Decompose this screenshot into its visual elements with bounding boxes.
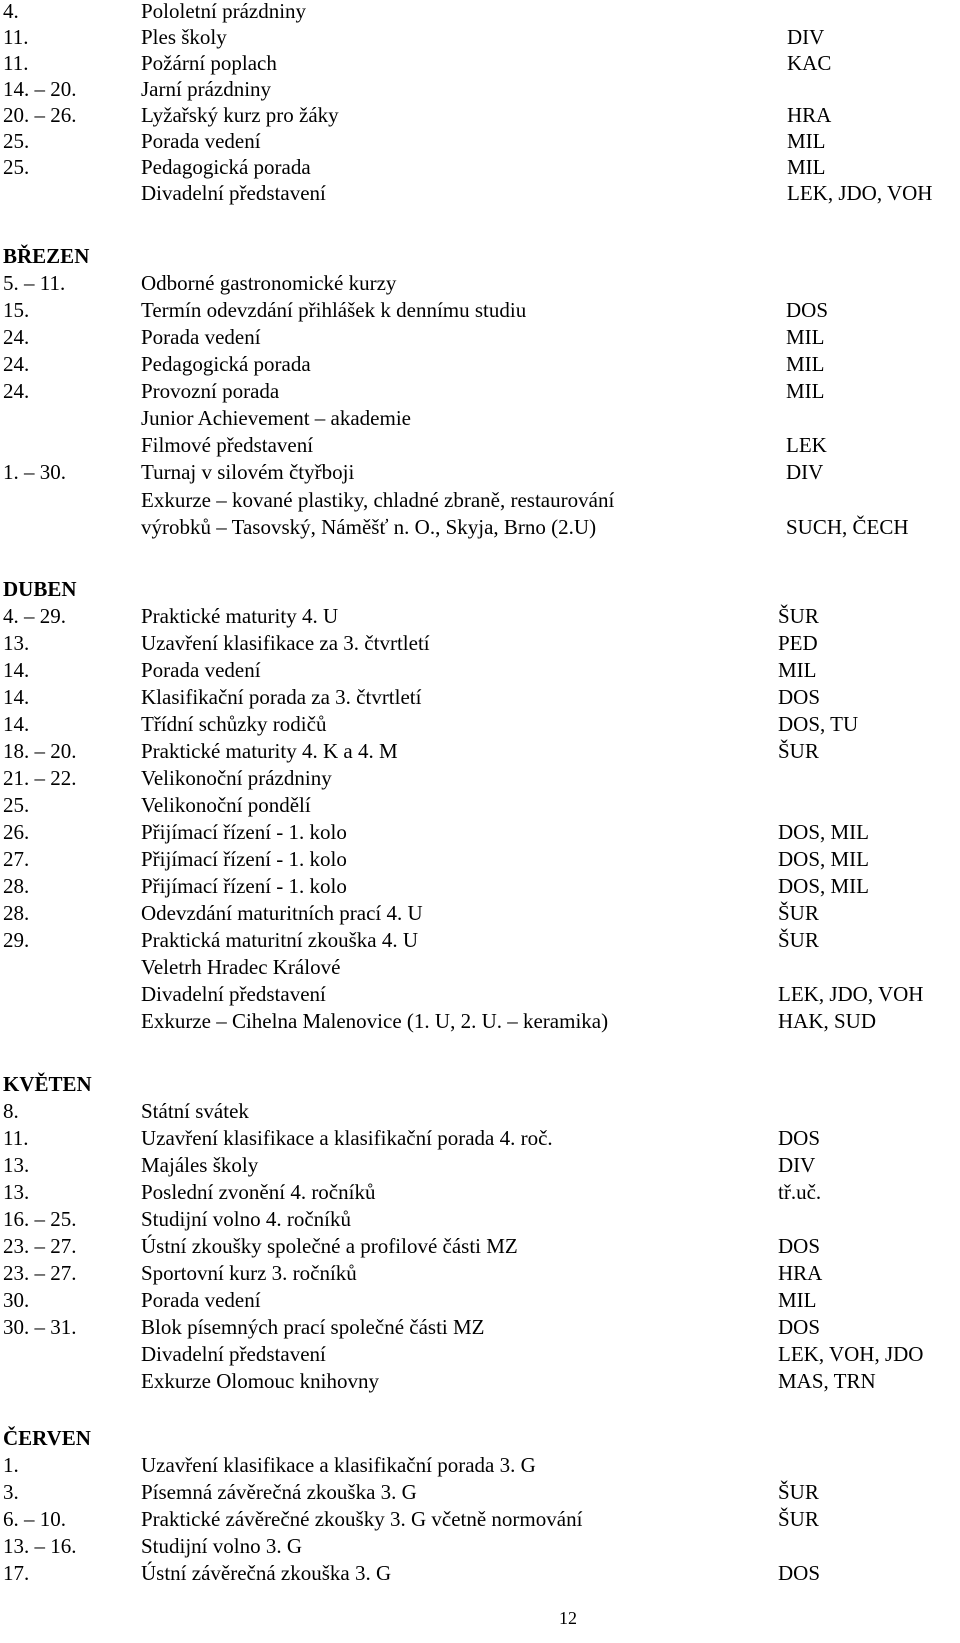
schedule-row xyxy=(0,1206,960,1233)
row-event: Filmové představení xyxy=(141,433,314,457)
row-date: 24. xyxy=(3,325,30,349)
row-responsible: tř.uč. xyxy=(778,1180,822,1204)
schedule-row xyxy=(0,459,960,486)
row-event: Praktické závěrečné zkoušky 3. G včetně normování xyxy=(141,1507,583,1531)
schedule-row xyxy=(0,1314,960,1341)
row-event: Velikonoční pondělí xyxy=(141,793,311,817)
row-date: 20. – 26. xyxy=(3,103,77,127)
schedule-row xyxy=(0,324,960,351)
row-event: Pololetní prázdniny xyxy=(141,0,307,23)
schedule-row xyxy=(0,180,960,207)
schedule-row xyxy=(0,1287,960,1314)
row-event: Klasifikační porada za 3. čtvrtletí xyxy=(141,685,422,709)
row-responsible: DOS, TU xyxy=(778,712,859,736)
row-event: Porada vedení xyxy=(141,325,261,349)
row-date: 29. xyxy=(3,928,30,952)
schedule-row xyxy=(0,1341,960,1368)
row-responsible: DIV xyxy=(786,460,824,484)
schedule-row xyxy=(0,76,960,103)
row-date: 25. xyxy=(3,793,30,817)
row-responsible: MIL xyxy=(786,379,825,403)
row-event: Porada vedení xyxy=(141,129,261,153)
row-responsible: DOS xyxy=(778,1234,821,1258)
schedule-row xyxy=(0,765,960,792)
row-event: Studijní volno 3. G xyxy=(141,1534,303,1558)
row-event: Třídní schůzky rodičů xyxy=(141,712,327,736)
row-responsible: LEK, VOH, JDO xyxy=(778,1342,924,1366)
row-date: 26. xyxy=(3,820,30,844)
row-event: Praktické maturity 4. K a 4. M xyxy=(141,739,398,763)
row-responsible: DOS xyxy=(778,1315,821,1339)
row-date: 13. – 16. xyxy=(3,1534,77,1558)
schedule-row xyxy=(0,819,960,846)
row-responsible: MIL xyxy=(787,155,826,179)
month-heading-march: BŘEZEN xyxy=(3,244,90,268)
row-date: 5. – 11. xyxy=(3,271,66,295)
row-responsible: SUCH, ČECH xyxy=(786,515,909,539)
row-date: 18. – 20. xyxy=(3,739,77,763)
row-responsible: HRA xyxy=(787,103,832,127)
schedule-row xyxy=(0,1260,960,1287)
schedule-row xyxy=(0,514,960,541)
row-event: Porada vedení xyxy=(141,658,261,682)
row-responsible: LEK, JDO, VOH xyxy=(778,982,924,1006)
row-event: Uzavření klasifikace za 3. čtvrtletí xyxy=(141,631,430,655)
row-date: 14. xyxy=(3,685,30,709)
row-event: Divadelní představení xyxy=(141,1342,326,1366)
schedule-row xyxy=(0,0,960,25)
row-responsible: DOS xyxy=(786,298,829,322)
row-event: Majáles školy xyxy=(141,1153,259,1177)
row-event: Státní svátek xyxy=(141,1099,249,1123)
row-date: 11. xyxy=(3,1126,29,1150)
schedule-row xyxy=(0,270,960,297)
schedule-row xyxy=(0,792,960,819)
row-date: 11. xyxy=(3,51,29,75)
row-event: Odborné gastronomické kurzy xyxy=(141,271,397,295)
schedule-row xyxy=(0,1506,960,1533)
row-date: 24. xyxy=(3,379,30,403)
schedule-row xyxy=(0,630,960,657)
row-date: 25. xyxy=(3,129,30,153)
row-event: Porada vedení xyxy=(141,1288,261,1312)
row-event: Jarní prázdniny xyxy=(141,77,272,101)
schedule-row xyxy=(0,657,960,684)
row-date: 21. – 22. xyxy=(3,766,77,790)
schedule-row xyxy=(0,1533,960,1560)
schedule-row xyxy=(0,1125,960,1152)
schedule-row xyxy=(0,405,960,432)
row-responsible: MAS, TRN xyxy=(778,1369,876,1393)
row-responsible: LEK, JDO, VOH xyxy=(787,181,933,205)
row-responsible: DOS, MIL xyxy=(778,874,870,898)
row-responsible: KAC xyxy=(787,51,832,75)
row-date: 4. xyxy=(3,0,19,23)
row-responsible: ŠUR xyxy=(778,1507,819,1531)
row-responsible: DOS xyxy=(778,1561,821,1585)
row-event: Poslední zvonění 4. ročníků xyxy=(141,1180,376,1204)
row-event: Studijní volno 4. ročníků xyxy=(141,1207,351,1231)
row-date: 17. xyxy=(3,1561,30,1585)
row-responsible: HRA xyxy=(778,1261,823,1285)
row-responsible: PED xyxy=(778,631,818,655)
schedule-row xyxy=(0,603,960,630)
row-event: Sportovní kurz 3. ročníků xyxy=(141,1261,357,1285)
row-date: 23. – 27. xyxy=(3,1261,77,1285)
schedule-row xyxy=(0,684,960,711)
row-responsible: ŠUR xyxy=(778,739,819,763)
row-event: Uzavření klasifikace a klasifikační porada 3. G xyxy=(141,1453,536,1477)
row-date: 14. – 20. xyxy=(3,77,77,101)
row-date: 28. xyxy=(3,874,30,898)
row-date: 15. xyxy=(3,298,30,322)
row-responsible: ŠUR xyxy=(778,928,819,952)
schedule-row xyxy=(0,1560,960,1587)
row-event: Uzavření klasifikace a klasifikační porada 4. roč. xyxy=(141,1126,553,1150)
row-event: Písemná závěrečná zkouška 3. G xyxy=(141,1480,417,1504)
row-responsible: LEK xyxy=(786,433,827,457)
row-responsible: HAK, SUD xyxy=(778,1009,877,1033)
row-responsible: ŠUR xyxy=(778,1480,819,1504)
row-event: Exkurze – Cihelna Malenovice (1. U, 2. U. – keramika) xyxy=(141,1009,609,1033)
schedule-row xyxy=(0,378,960,405)
schedule-row xyxy=(0,24,960,51)
row-responsible: DOS, MIL xyxy=(778,820,870,844)
month-heading-april: DUBEN xyxy=(3,577,77,601)
row-event: Veletrh Hradec Králové xyxy=(141,955,341,979)
row-event: Divadelní představení xyxy=(141,181,326,205)
row-event: Ústní závěrečná zkouška 3. G xyxy=(141,1561,392,1585)
month-heading-may: KVĚTEN xyxy=(3,1072,92,1096)
row-event: Exkurze – kované plastiky, chladné zbraně, restaurování xyxy=(141,488,615,512)
row-responsible: MIL xyxy=(786,352,825,376)
row-date: 23. – 27. xyxy=(3,1234,77,1258)
row-event: Blok písemných prací společné části MZ xyxy=(141,1315,485,1339)
page-number: 12 xyxy=(559,1608,577,1628)
row-event: Ústní zkoušky společné a profilové části MZ xyxy=(141,1234,518,1258)
schedule-row xyxy=(0,1008,960,1035)
row-date: 24. xyxy=(3,352,30,376)
row-date: 4. – 29. xyxy=(3,604,66,628)
row-responsible: MIL xyxy=(778,1288,817,1312)
row-responsible: DIV xyxy=(787,25,825,49)
schedule-row xyxy=(0,128,960,155)
schedule-row xyxy=(0,102,960,129)
schedule-row xyxy=(0,954,960,981)
row-date: 1. – 30. xyxy=(3,460,66,484)
schedule-row xyxy=(0,1179,960,1206)
row-date: 8. xyxy=(3,1099,19,1123)
row-date: 28. xyxy=(3,901,30,925)
row-date: 13. xyxy=(3,631,30,655)
row-event: Přijímací řízení - 1. kolo xyxy=(141,820,347,844)
schedule-row xyxy=(0,846,960,873)
row-date: 11. xyxy=(3,25,29,49)
schedule-row xyxy=(0,738,960,765)
row-responsible: DOS xyxy=(778,685,821,709)
row-date: 30. – 31. xyxy=(3,1315,77,1339)
row-event: Praktická maturitní zkouška 4. U xyxy=(141,928,419,952)
row-event: Provozní porada xyxy=(141,379,280,403)
row-event: Přijímací řízení - 1. kolo xyxy=(141,847,347,871)
schedule-row xyxy=(0,154,960,181)
row-event: Praktické maturity 4. U xyxy=(141,604,339,628)
schedule-row xyxy=(0,297,960,324)
schedule-row xyxy=(0,927,960,954)
row-event: Exkurze Olomouc knihovny xyxy=(141,1369,379,1393)
row-event: Junior Achievement – akademie xyxy=(141,406,411,430)
row-date: 13. xyxy=(3,1153,30,1177)
row-event: Ples školy xyxy=(141,25,227,49)
row-event: Požární poplach xyxy=(141,51,277,75)
row-event: Divadelní představení xyxy=(141,982,326,1006)
schedule-row xyxy=(0,351,960,378)
row-date: 1. xyxy=(3,1453,19,1477)
row-event: Pedagogická porada xyxy=(141,352,311,376)
schedule-row xyxy=(0,1098,960,1125)
row-responsible: DOS xyxy=(778,1126,821,1150)
row-responsible: ŠUR xyxy=(778,604,819,628)
row-date: 16. – 25. xyxy=(3,1207,77,1231)
row-event: Turnaj v silovém čtyřboji xyxy=(141,460,355,484)
schedule-row xyxy=(0,1152,960,1179)
schedule-row xyxy=(0,900,960,927)
schedule-row xyxy=(0,873,960,900)
schedule-row xyxy=(0,981,960,1008)
row-responsible: MIL xyxy=(787,129,826,153)
row-event: Velikonoční prázdniny xyxy=(141,766,332,790)
schedule-row xyxy=(0,487,960,514)
row-responsible: DIV xyxy=(778,1153,816,1177)
schedule-row xyxy=(0,1452,960,1479)
row-date: 30. xyxy=(3,1288,30,1312)
row-responsible: ŠUR xyxy=(778,901,819,925)
row-date: 27. xyxy=(3,847,30,871)
row-event: Pedagogická porada xyxy=(141,155,311,179)
row-date: 25. xyxy=(3,155,30,179)
row-date: 3. xyxy=(3,1480,19,1504)
schedule-row xyxy=(0,711,960,738)
schedule-row xyxy=(0,1233,960,1260)
schedule-row xyxy=(0,50,960,77)
row-date: 14. xyxy=(3,712,30,736)
row-date: 14. xyxy=(3,658,30,682)
row-event: výrobků – Tasovský, Náměšť n. O., Skyja, Brno (2.U) xyxy=(141,515,597,539)
row-responsible: MIL xyxy=(786,325,825,349)
schedule-row xyxy=(0,1368,960,1395)
row-event: Lyžařský kurz pro žáky xyxy=(141,103,339,127)
row-responsible: DOS, MIL xyxy=(778,847,870,871)
row-event: Termín odevzdání přihlášek k dennímu studiu xyxy=(141,298,527,322)
row-date: 13. xyxy=(3,1180,30,1204)
row-date: 6. – 10. xyxy=(3,1507,66,1531)
schedule-row xyxy=(0,432,960,459)
schedule-row xyxy=(0,1479,960,1506)
row-responsible: MIL xyxy=(778,658,817,682)
row-event: Odevzdání maturitních prací 4. U xyxy=(141,901,423,925)
row-event: Přijímací řízení - 1. kolo xyxy=(141,874,347,898)
month-heading-june: ČERVEN xyxy=(3,1426,91,1450)
